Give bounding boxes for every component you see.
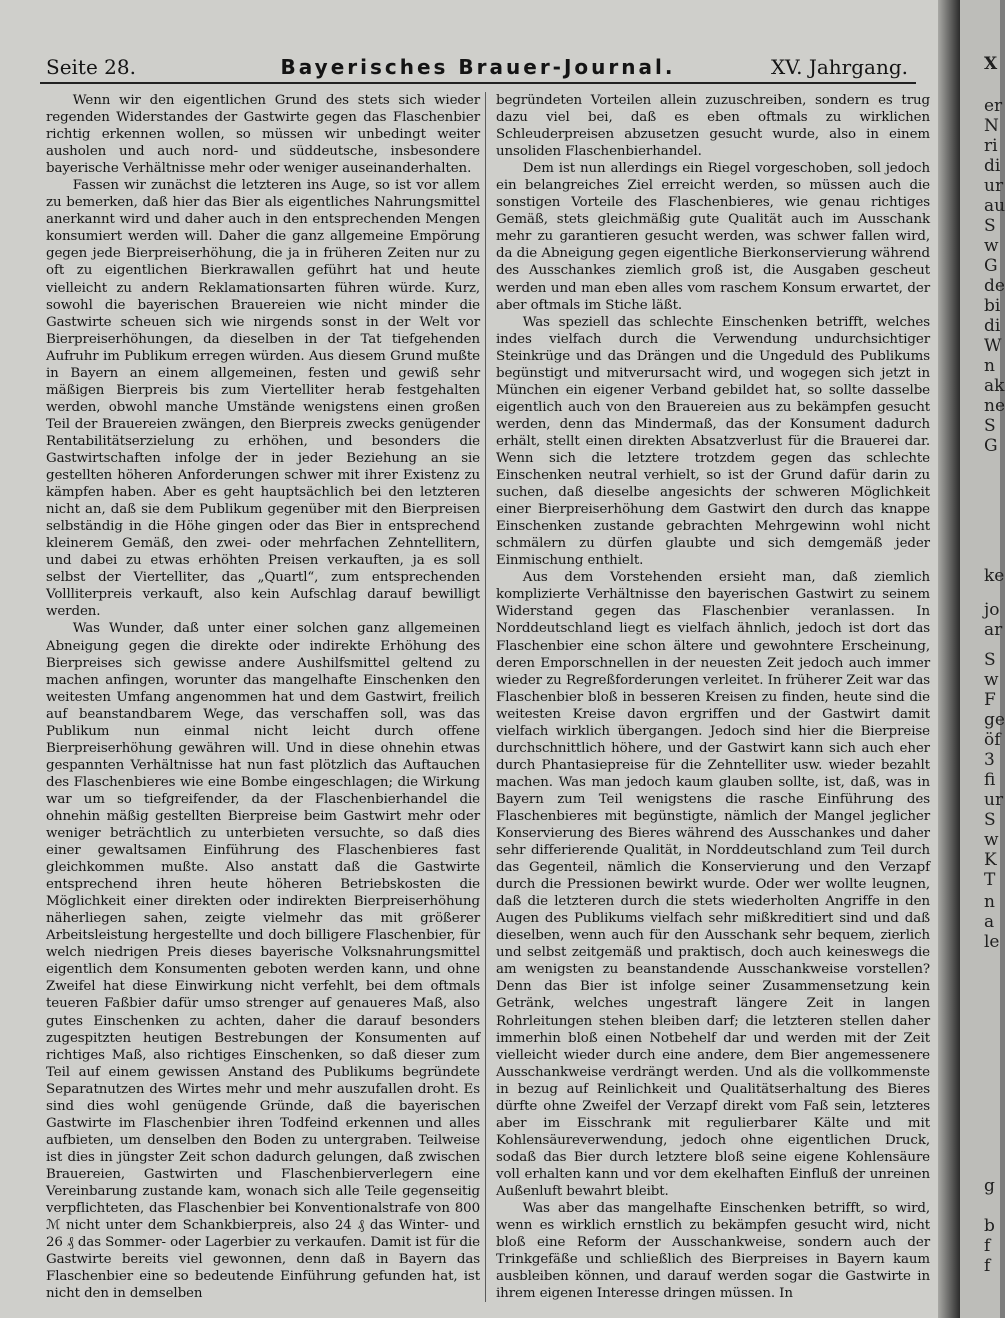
next-page-fragment: ur bbox=[984, 790, 1004, 810]
paragraph: Fassen wir zunächst die letzteren ins Auge, so ist vor allem zu bemerken, daß hier das Bier als eigentliches Nahrungsmittel anerkannt wird und daher auch in den entsprechenden Mengen konsumiert werden will. Daher die ganz allgemeine Empörung gegen jede Bierpreiserhöhung, die ja in früheren Zeiten nur zu oft zu eigentlichen Bierkrawallen geführt hat und heute vielleicht zu andern Reklamationsarten führen würde. Kurz, sowohl die bayerischen Brauereien wie nicht minder die Gastwirte scheuen sich wie nirgends sonst in der Welt vor Bierpreiserhöhungen, da dieselben in der Tat tiefgehenden Aufruhr im Publikum erregen würden. Aus diesem Grund mußte in Bayern an einem allgemeinen, festen und gewiß sehr mäßigen Bierpreis bis zum Viertelliter herab festgehalten werden, obwohl manche Umstände wenigstens einen großen Teil der Brauereien zwängen, den Bierpreis zwecks genügender Rentabilitätserzielung zu erhöhen, und besonders die Gastwirtschaften infolge der in jeder Beziehung an sie gestellten höheren Anforderungen schwer mit ihrer Existenz zu kämpfen haben. Aber es geht hauptsächlich bei den letzteren nicht an, daß sie dem Publikum gegenüber mit den Bierpreisen selbständig in die Höhe gingen oder das Bier in entsprechend kleinerem Gemäß, den zwei- oder mehrfachen Zehntellitern, und dabei zu etwas erhöhten Preisen verkauften, ja es soll selbst der Viertelliter, das „Quartl“, zum entsprechenden Vollliterpreis verkauft, also kein Aufschlag darauf bewilligt werden. bbox=[46, 178, 480, 620]
next-page-fragment: ne bbox=[984, 396, 1005, 416]
next-page-fragment: G bbox=[984, 256, 998, 276]
next-page-fragment: g bbox=[984, 1176, 995, 1196]
next-page-fragment: ar bbox=[984, 620, 1003, 640]
next-page-fragment: N bbox=[984, 116, 999, 136]
book-gutter bbox=[938, 0, 960, 1318]
next-page-edge bbox=[960, 0, 1005, 1318]
column-divider bbox=[485, 92, 486, 1302]
next-page-fragment: bi bbox=[984, 296, 1001, 316]
next-page-fragment: S bbox=[984, 216, 996, 236]
next-page-fragment: f bbox=[984, 1256, 991, 1276]
left-column bbox=[46, 92, 480, 1307]
next-page-fragment: a bbox=[984, 912, 995, 932]
next-page-fragment: f bbox=[984, 1236, 991, 1256]
paragraph: Aus dem Vorstehenden ersieht man, daß ziemlich komplizierte Verhältnisse den bayerischen Gastwirt zu seinem Widerstand gegen das Flaschenbier veranlassen. In Norddeutschland liegt es vielfach ähnlich, jedoch ist dort das Flaschenbier eine schon ältere und gewohntere Erscheinung, deren Emporschnellen in der neuesten Zeit jedoch auch immer wieder zu Regreßforderungen verleitet. In früherer Zeit war das Flaschenbier bloß in besseren Kreisen zu finden, heute sind die weitesten Kreise davon ergriffen und der Gastwirt damit vielfach wirklich übergangen. Jedoch sind hier die Bierpreise durchschnittlich höhere, und der Gastwirt kann sich auch eher durch Phantasiepreise für die Zehntelliter usw. wieder bezahlt machen. Was man jedoch kaum glauben sollte, ist, daß, was in Bayern zum Teil wenigstens die rasche Einführung des Flaschenbieres mit begünstigte, nämlich der Mangel jeglicher Konservierung des Bieres während des Ausschankes und daher sehr differierende Qualität, in Norddeutschland zum Teil durch das Gegenteil, nämlich die Konservierung und den Verzapf durch die Pressionen bewirkt wurde. Oder wer wollte leugnen, daß die letzteren durch die stets wiederholten Angriffe in den Augen des Publikums vielfach sehr mißkreditiert sind und daß dieselben, wenn auch für den Ausschank sehr bequem, zierlich und selbst zeitgemäß und praktisch, doch auch keineswegs die am wenigsten zu beanstandende Ausschankweise vorstellen? Denn das Bier ist infolge seiner Zusammensetzung kein Getränk, welches ungestraft längere Zeit in langen Rohrleitungen stehen bleiben darf; die letzteren stellen daher immerhin bloß einen Notbehelf dar und werden mit der Zeit vielleicht wieder durch eine andere, dem Bier angemessenere Ausschankweise verdrängt werden. Und als die vollkommenste in bezug auf Reinlichkeit und Qualitätserhaltung des Bieres dürfte ohne Zweifel der Verzapf direkt vom Faß sein, letzteres aber im Eisschrank mit regulierbarer Kälte und mit Kohlensäureverwendung, jedoch ohne eigentlichen Druck, sodaß das Bier durch letztere bloß seine eigene Kohlensäure voll erhalten kann und vor dem ekelhaften Einfluß der unreinen Außenluft bewahrt bleibt. bbox=[496, 570, 930, 1199]
next-page-fragment: ke bbox=[984, 566, 1005, 586]
next-page-fragment: jo bbox=[984, 600, 1000, 620]
next-page-fragment: K bbox=[984, 850, 997, 870]
next-page-fragment: S bbox=[984, 810, 996, 830]
next-page-fragment: de bbox=[984, 276, 1005, 296]
next-page-fragment: X bbox=[984, 54, 998, 74]
paragraph: Wenn wir den eigentlichen Grund des stets sich wieder regenden Widerstandes der Gastwirte gegen das Flaschenbier richtig erkennen wollen, so müssen wir unbedingt weiter ausholen und auch nord- und süddeutsche, insbesondere bayerische Verhältnisse mehr oder weniger auseinanderhalten. bbox=[46, 93, 480, 177]
next-page-fragment: n bbox=[984, 892, 995, 912]
next-page-fragment: di bbox=[984, 316, 1001, 336]
next-page-fragment: 3 bbox=[984, 750, 995, 770]
next-page-fragment: fi bbox=[984, 770, 996, 790]
next-page-fragment: le bbox=[984, 932, 1000, 952]
paragraph: Was speziell das schlechte Einschenken betrifft, welches indes vielfach durch die Verwendung undurchsichtiger Steinkrüge und das Drängen und die Ungeduld des Publikums begünstigt und mitverursacht wird, und wogegen sich jetzt in München ein eigener Verband gebildet hat, so sollte dasselbe eigentlich auch von den Brauereien aus zu bekämpfen gesucht werden, denn das Mindermaß, das der Konsument dadurch erhält, stellt einen direkten Absatzverlust für die Brauerei dar. Wenn sich die letztere trotzdem gegen das schlechte Einschenken neutral verhielt, so ist der Grund dafür darin zu suchen, daß dieselbe angesichts der schweren Möglichkeit einer Bierpreiserhöhung dem Gastwirt den durch das knappe Einschenken zustande gebrachten Mehrgewinn wohl nicht schmälern zu dürfen glaubte und sich demgemäß jeder Einmischung enthielt. bbox=[496, 314, 930, 569]
next-page-fragment: öf bbox=[984, 730, 1001, 750]
next-page-fragment: W bbox=[984, 336, 1002, 356]
page-number: Seite 28. bbox=[46, 55, 136, 79]
next-page-fragment: er bbox=[984, 96, 1003, 116]
paragraph: Was Wunder, daß unter einer solchen ganz allgemeinen Abneigung gegen die direkte oder indirekte Erhöhung des Bierpreises sich gewisse andere Aushilfsmittel geltend zu machen anfingen, worunter das mangelhafte Einschenken den weitesten Umfang angenommen hat und dem Gastwirt, freilich auf beanstandbarem Wege, das verschaffen soll, was das Publikum nun einmal nicht leicht durch offene Bierpreiserhöhung gewähren will. Und in diese ohnehin etwas gespannten Verhältnisse hat nun fast plötzlich das Auftauchen des Flaschenbieres wie eine Bombe eingeschlagen; die Wirkung war um so tiefgreifender, da der Flaschenbierhandel die ohnehin mäßig gestellten Bierpreise beim Gastwirt mehr oder weniger beträchtlich zu unterbieten versuchte, so daß dies einer gewaltsamen Einführung des Flaschenbieres fast gleichkommen mußte. Also anstatt daß die Gastwirte entsprechend ihren heute höheren Betriebskosten die Möglichkeit einer direkten oder indirekten Bierpreiserhöhung näherliegen sahen, zeigte vielmehr das mit größerer Arbeitsleistung hergestellte und doch billigere Flaschenbier, für welch niedrigen Preis dieses bayerische Volksnahrungsmittel eigentlich dem Konsumenten geboten werden kann, und ohne Zweifel hat diese Einwirkung nicht verfehlt, bei dem oftmals teueren Faßbier dafür umso strenger auf genaueres Maß, also gutes Einschenken zu achten, daher die darauf besonders zugespitzten heutigen Bestrebungen der Konsumenten auf richtiges Maß, also richtiges Einschenken, so daß dieser zum Teil auf einem gewissen Anstand des Publikums begründete Separatnutzen des Wirtes mehr und mehr auszufallen droht. Es sind dies wohl genügende Gründe, daß die bayerischen Gastwirte im Flaschenbier ihren Todfeind erkennen und alles aufbieten, um denselben den Boden zu untergraben. Teilweise ist dies in jüngster Zeit schon dadurch gelungen, daß zwischen Brauereien, Gastwirten und Flaschenbierverlegern eine Vereinbarung zustande kam, wonach sich alle Teile gegenseitig verpflichteten, das Flaschenbier bei Konventionalstrafe von 800 ℳ nicht unter dem Schankbierpreis, also 24 ₰ das Winter- und 26 ₰ das Sommer- oder Lagerbier zu verkaufen. Damit ist für die Gastwirte bereits viel gewonnen, denn daß in Bayern das Flaschenbier eine so bedeutende Einführung gefunden hat, ist nicht den in demselben bbox=[46, 621, 480, 1302]
volume-label: XV. Jahrgang. bbox=[770, 55, 908, 79]
next-page-fragment: T bbox=[984, 870, 996, 890]
next-page-fragment: S bbox=[984, 416, 996, 436]
right-column bbox=[496, 92, 930, 1307]
next-page-fragment: di bbox=[984, 156, 1001, 176]
paragraph: begründeten Vorteilen allein zuzuschreiben, sondern es trug dazu viel bei, daß es eben oftmals zu wirklichen Schleuderpreisen abzusetzen gesucht wurde, also in einem unsoliden Flaschenbierhandel. bbox=[496, 93, 930, 160]
paragraph: Dem ist nun allerdings ein Riegel vorgeschoben, soll jedoch ein belangreiches Ziel erreicht werden, so müssen auch die sonstigen Vorteile des Flaschenbieres, wie genau richtiges Gemäß, stets gleichmäßig gute Qualität auch im Ausschank mehr zu garantieren gesucht werden, was schwer fallen wird, da die Abneigung gegen eigentliche Bierkonservierung während des Ausschankes ziemlich groß ist, die Ausgaben gescheut werden und man eben alles vom raschem Konsum erwartet, der aber oftmals im Stiche läßt. bbox=[496, 161, 930, 313]
next-page-fragment: ge bbox=[984, 710, 1005, 730]
next-page-fragment: G bbox=[984, 436, 998, 456]
next-page-fragment: b bbox=[984, 1216, 995, 1236]
page-header bbox=[40, 52, 916, 84]
next-page-fragment: au bbox=[984, 196, 1005, 216]
next-page-fragment: F bbox=[984, 690, 996, 710]
next-page-fragment: w bbox=[984, 236, 999, 256]
next-page-fragment: n bbox=[984, 356, 995, 376]
next-page-fragment: ur bbox=[984, 176, 1004, 196]
next-page-fragment: ri bbox=[984, 136, 998, 156]
next-page-fragment: S bbox=[984, 650, 996, 670]
journal-title: Bayerisches Brauer-Journal. bbox=[280, 55, 676, 79]
paragraph: Was aber das mangelhafte Einschenken betrifft, so wird, wenn es wirklich ernstlich zu bekämpfen gesucht wird, nicht bloß eine Reform der Ausschankweise, sondern auch der Trinkgefäße und schließlich des Bierpreises in Bayern kaum ausbleiben können, und darauf werden sogar die Gastwirte in ihrem eigenen Interesse dringen müssen. In bbox=[496, 1201, 930, 1302]
next-page-fragment: w bbox=[984, 830, 999, 850]
next-page-fragment: ak bbox=[984, 376, 1005, 396]
next-page-fragment: w bbox=[984, 670, 999, 690]
